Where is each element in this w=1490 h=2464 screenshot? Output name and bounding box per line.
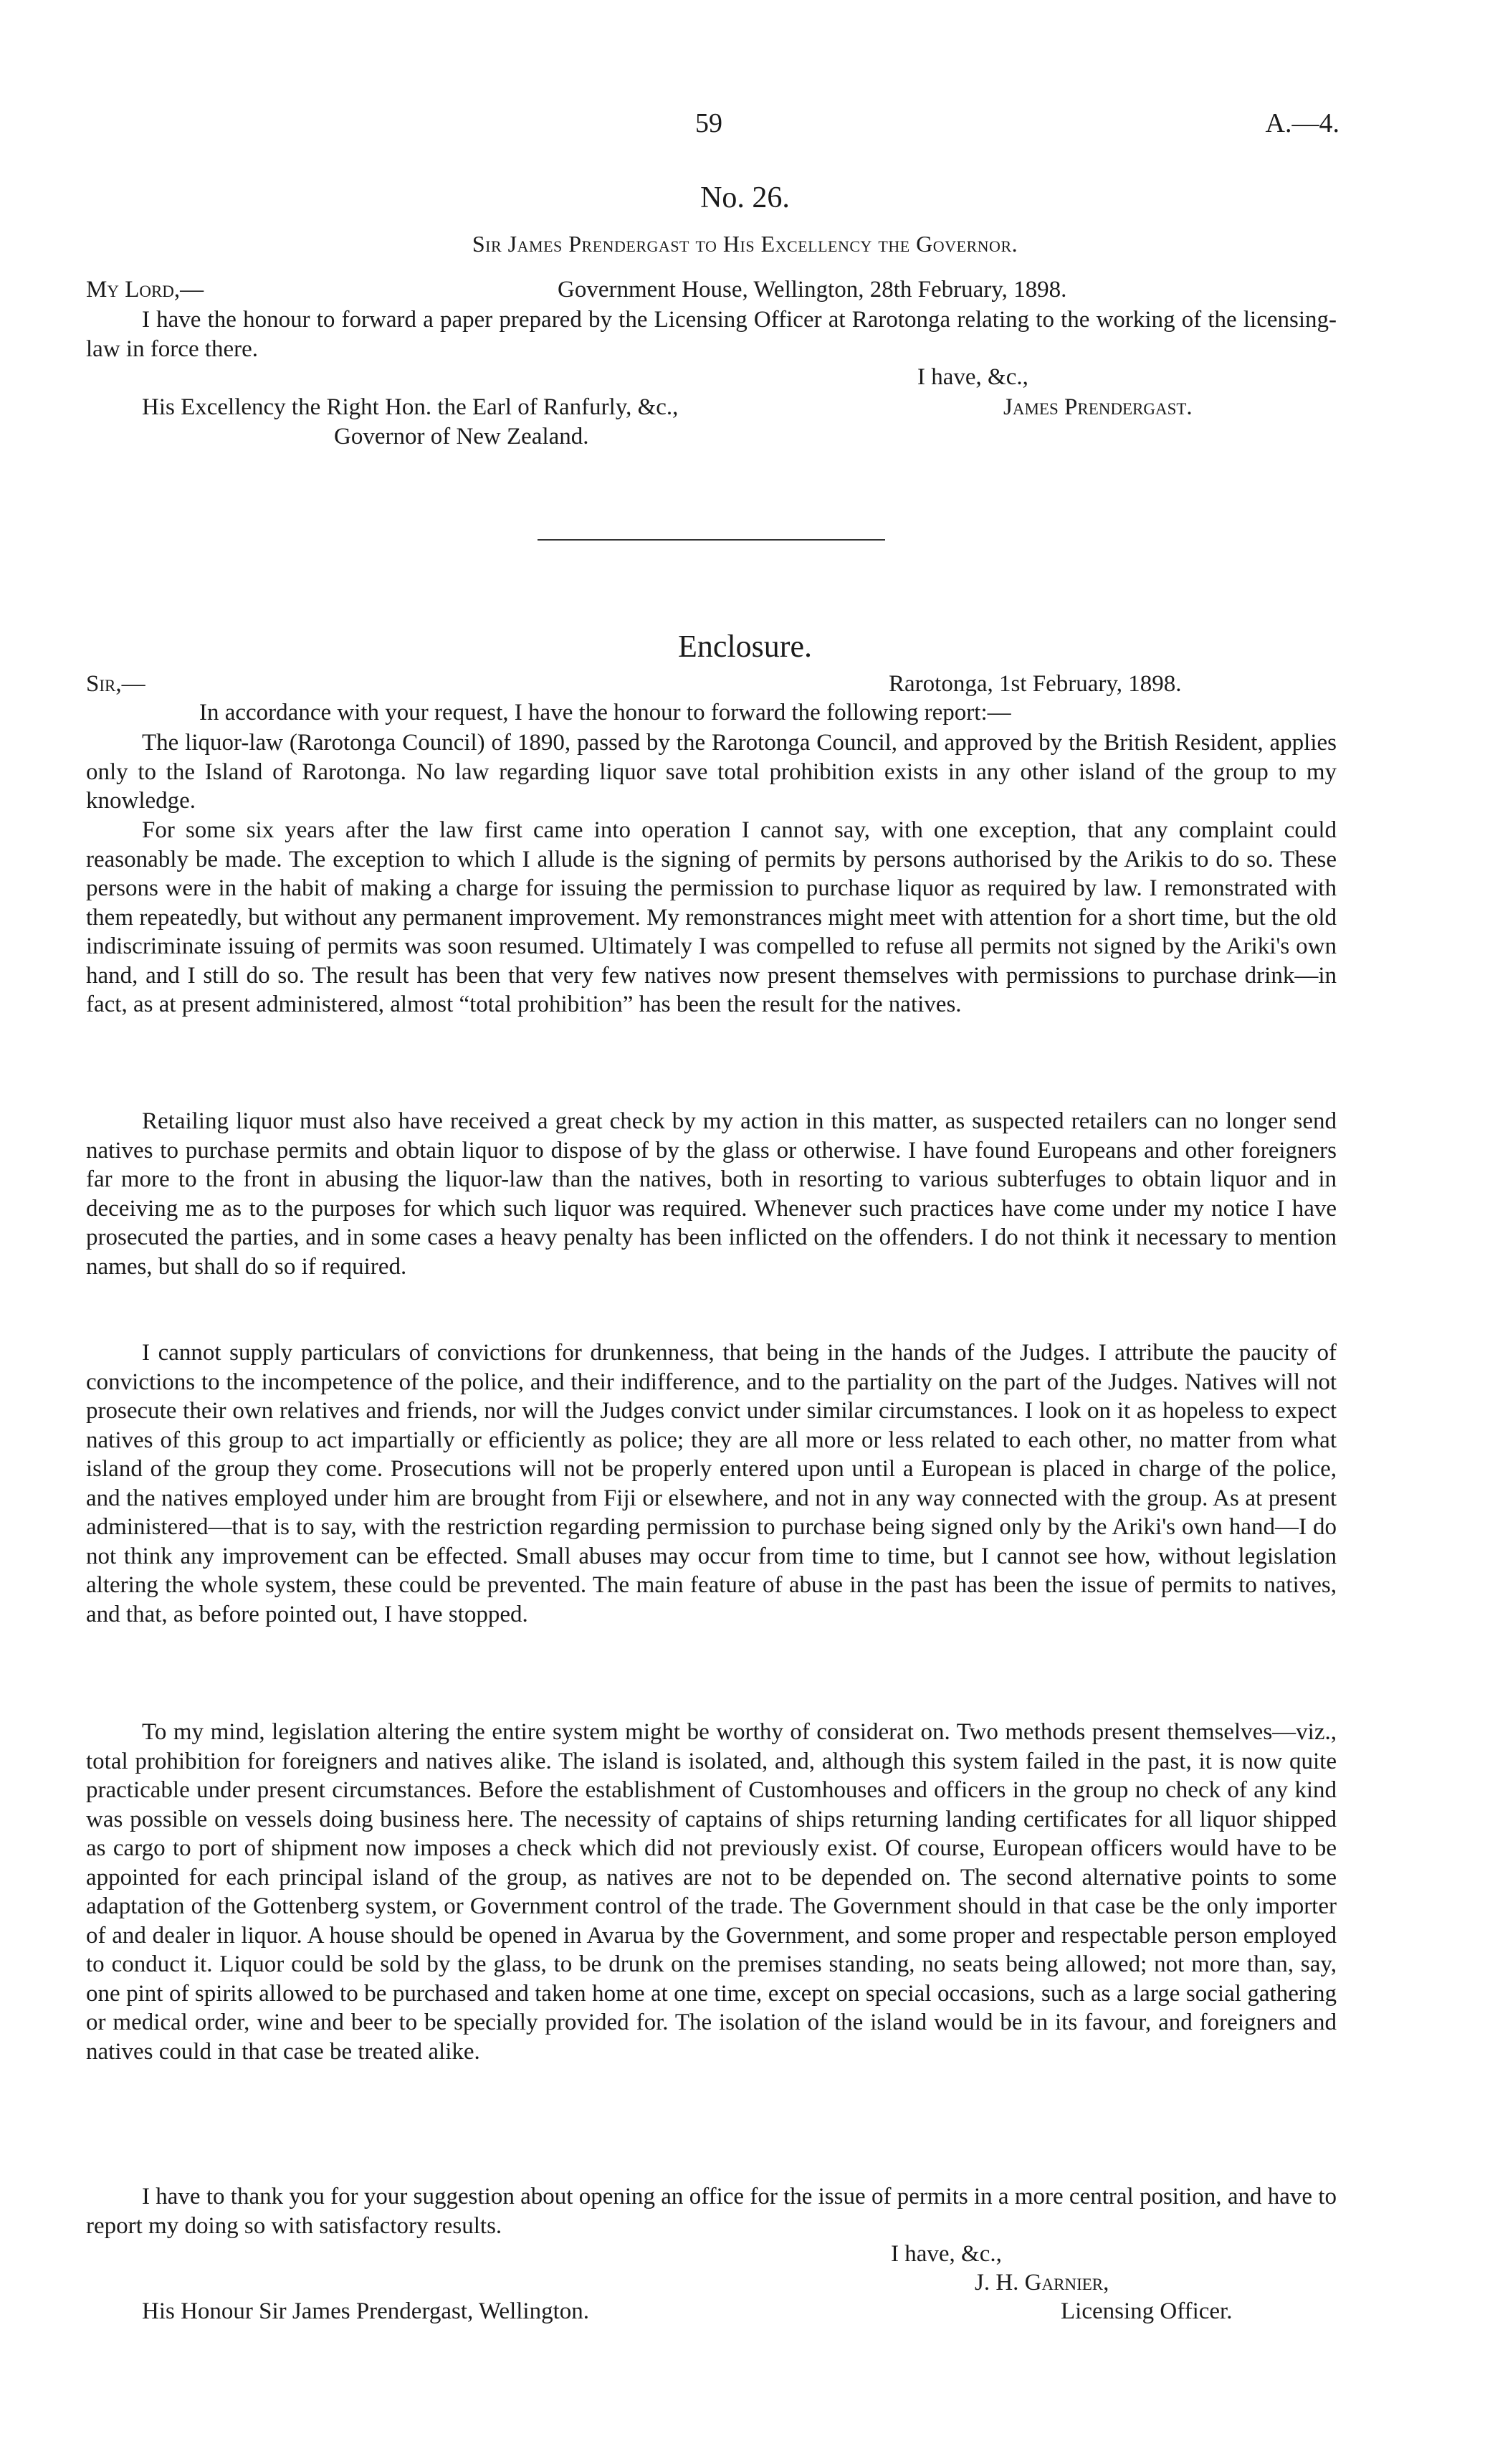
enclosure-paragraph-3: Retailing liquor must also have received a great check by my action in this matter, as suspected retailers can no longer send natives to purchase permits and obtain liquor to dispose of by the glass or otherwise. I have found Europeans and other foreigners far more to the front in abusing the liquor-law than the natives, both in resorting to various subterfuges to obtain liquor and in deceiving me as to the purposes for which such liquor was required. Whenever such practices have come under my notice I have prosecuted the parties, and in some cases a heavy penalty has been inflicted on the offenders. I do not think it necessary to mention names, but shall do so if required. [86,1108,1337,1280]
enclosure-closing: I have, &c., [891,2241,1002,2267]
enclosure-paragraph-5: To my mind, legislation altering the entire system might be worthy of considerat on. Two methods present themselves—viz., total prohibition for foreigners and natives alike. The island is isolated, and, although this system failed in the past, it is now quite practicable under present circumstances. Before the establishment of Customhouses and officers in the group no check of any kind was possible on vessels doing business here. The necessity of captains of ships returning landing certificates for all liquor shipped as cargo to port of shipment now imposes a check which did not previously exist. Of course, European officers would have to be appointed for each principal island of the group, as natives are not to be depended on. The second alternative points to some adaptation of the Gottenberg system, or Government control of the trade. The Government should in that case be the only importer of and dealer in liquor. A house should be opened in Avarua by the Government, and some proper and respectable person employed to conduct it. Liquor could be sold by the glass, to be drunk on the premises standing, no seats being allowed; not more than, say, one pint of spirits allowed to be purchased and taken home at one time, except on special occasions, such as a large social gathering or medical order, wine and beer to be specially provided for. The isolation of the island would be in its favour, and foreigners and natives could in that case be treated alike. [86,1719,1337,2065]
page-number: 59 [695,108,722,138]
letter-body: I have the honour to forward a paper prepared by the Licensing Officer at Rarotonga relating to the working of the licensing-law in force there. [86,307,1337,362]
enclosure-paragraph-6: I have to thank you for your suggestion about opening an office for the issue of permits in a more central position, and have to report my doing so with satisfactory results. [86,2184,1337,2239]
letter-salutation: My Lord,— [86,277,204,303]
enclosure-paragraph-2: For some six years after the law first came into operation I cannot say, with one exception, that any complaint could reasonably be made. The exception to which I allude is the signing of permits by persons authorised by the Arikis to do so. These persons were in the habit of making a charge for issuing the permission to purchase liquor as required by law. I remonstrated with them repeatedly, but without any permanent improvement. My remonstrances might meet with attention for a short time, but the old indiscriminate issuing of permits was soon resumed. Ultimately I was compelled to refuse all permits not signed by the Ariki's own hand, and I still do so. The result has been that very few natives now present themselves with permissions to purchase drink—in fact, as at present administered, almost “total prohibition” has been the result for the natives. [86,817,1337,1017]
letter-number: No. 26. [700,181,790,214]
enclosure-signature-title: Licensing Officer. [1061,2298,1233,2324]
letter-place-date: Government House, Wellington, 28th February, 1898. [558,277,1067,303]
enclosure-paragraph-1: The liquor-law (Rarotonga Council) of 1890, passed by the Rarotonga Council, and approved by the British Resident, applies only to the Island of Rarotonga. No law regarding liquor save total prohibition exists in any other island of the group to my knowledge. [86,730,1337,814]
enclosure-paragraph-4: I cannot supply particulars of convictions for drunkenness, that being in the hands of the Judges. I attribute the paucity of convictions to the incompetence of the police, and their indifference, and to the partiality on the part of the Judges. Natives will not prosecute their own relatives and friends, nor will the Judges convict under similar circumstances. I look on it as hopeless to expect natives of this group to act impartially or efficiently as police; they are all more or less related to each other, no matter from what island of the group they come. Prosecutions will not be properly entered upon until a European is placed in charge of the police, and the natives employed under him are brought from Fiji or elsewhere, and not in any way connected with the group. As at present administered—that is to say, with the restriction regarding permission to purchase being signed only by the Ariki's own hand—I do not think any improvement can be effected. Small abuses may occur from time to time, but I cannot see how, without legislation altering the whole system, these could be prevented. The main feature of abuse in the past has been the issue of permits to natives, and that, as before pointed out, I have stopped. [86,1340,1337,1627]
letter-addressee-line2: Governor of New Zealand. [334,424,589,449]
enclosure-salutation: Sir,— [86,671,145,697]
enclosure-addressee: His Honour Sir James Prendergast, Wellington. [142,2298,589,2324]
letter-closing: I have, &c., [917,364,1028,390]
letter-signature: James Prendergast. [1003,394,1193,420]
document-reference: A.—4. [1265,108,1339,138]
section-divider [538,539,885,541]
page-header [0,108,1490,151]
enclosure-intro: In accordance with your request, I have the honour to forward the following report:— [199,700,1011,726]
letter-subtitle: Sir James Prendergast to His Excellency the Governor. [472,231,1018,257]
enclosure-title: Enclosure. [678,629,812,664]
enclosure-place-date: Rarotonga, 1st February, 1898. [889,671,1182,697]
letter-addressee-line1: His Excellency the Right Hon. the Earl of Ranfurly, &c., [142,394,679,420]
enclosure-signature: J. H. Garnier, [975,2270,1109,2296]
